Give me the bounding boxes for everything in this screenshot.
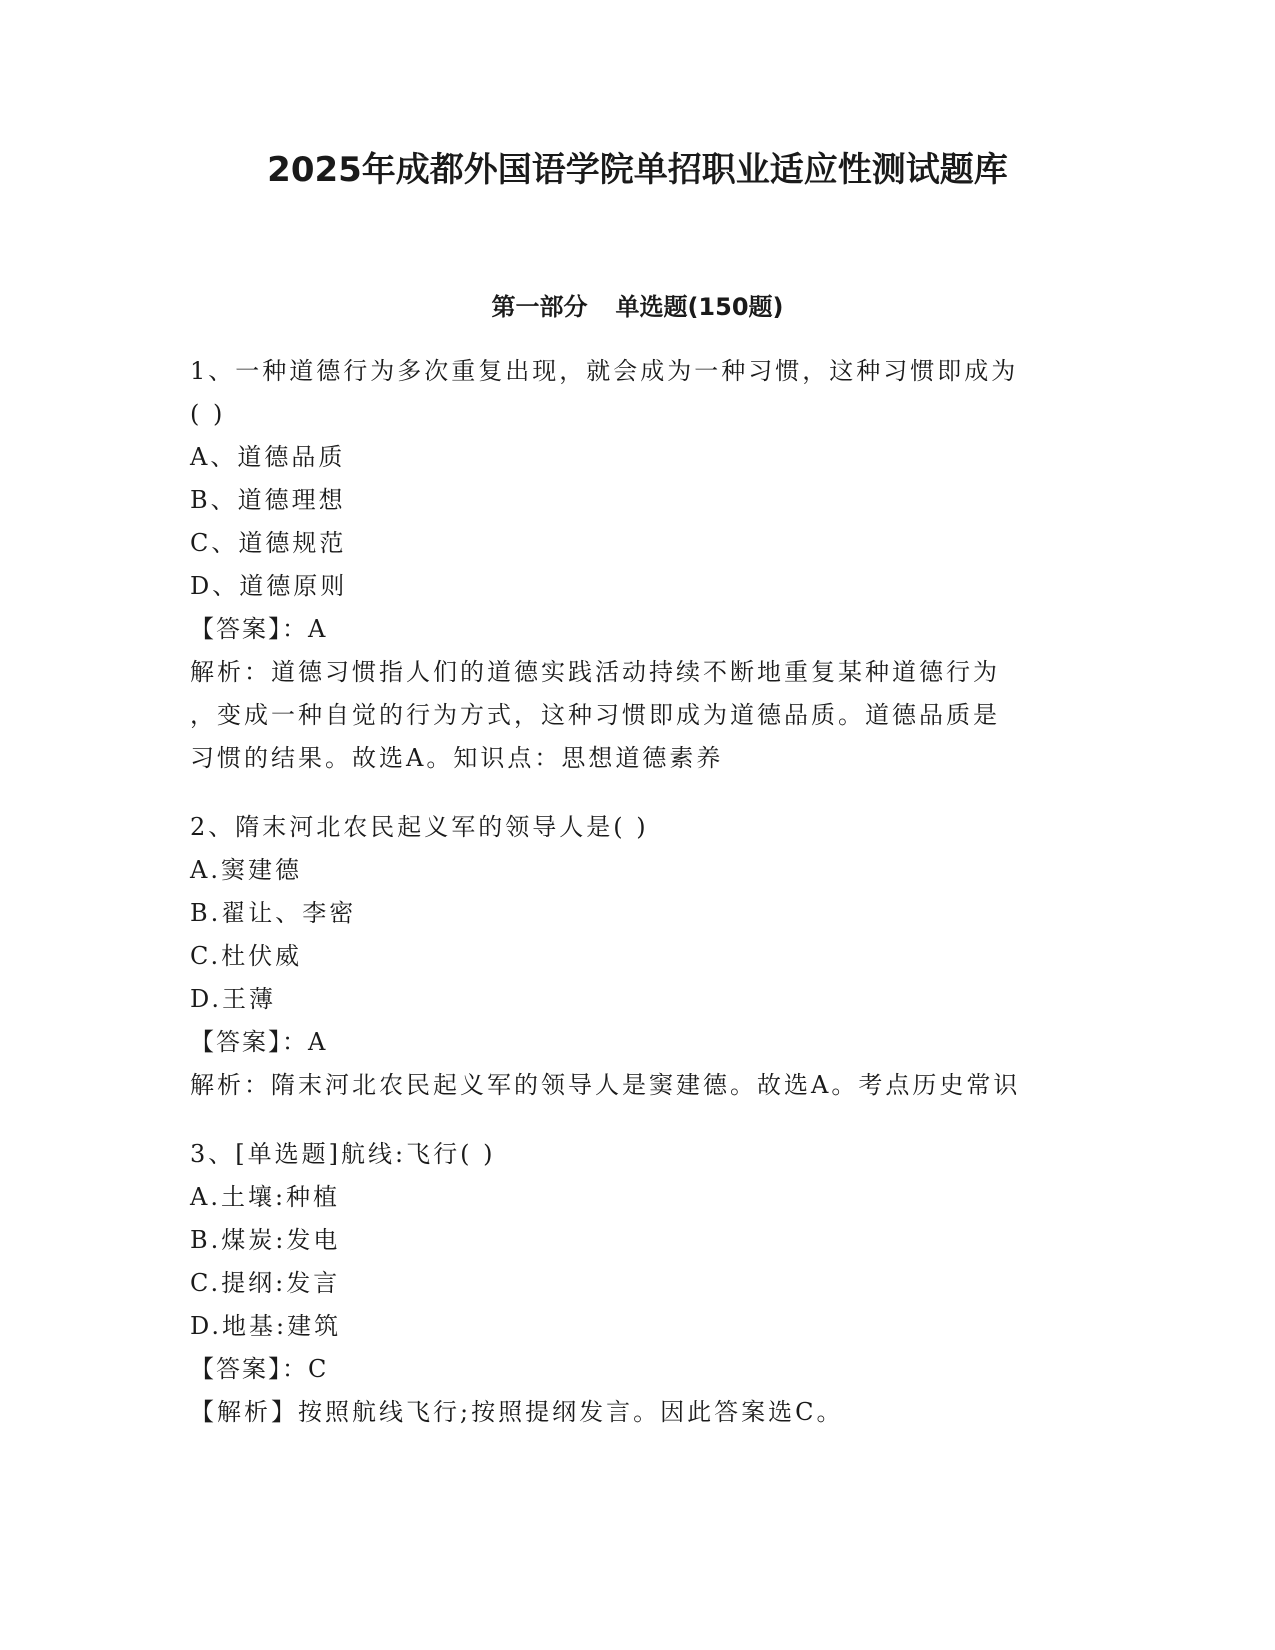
option-b: B.煤炭:发电 (190, 1226, 341, 1254)
answer-label: 【答案】： (190, 1028, 308, 1056)
question-stem: 3、[单选题]航线:飞行( ) (190, 1140, 496, 1168)
option-b: B.翟让、李密 (190, 899, 357, 927)
option-d: D.王薄 (190, 985, 277, 1013)
option-c: C.杜伏威 (190, 942, 303, 970)
question-stem-blank: ( ) (190, 400, 226, 428)
section-part: 第一部分 (491, 293, 588, 321)
section-heading (0, 292, 1275, 322)
answer-label: 【答案】： (190, 1355, 308, 1383)
answer-value: A (308, 1028, 329, 1056)
document-title: 2025年成都外国语学院单招职业适应性测试题库 (267, 150, 1008, 190)
answer-value: A (308, 615, 329, 643)
question-stem: 1、一种道德行为多次重复出现，就会成为一种习惯，这种习惯即成为 (190, 357, 1019, 385)
option-a: A.土壤:种植 (190, 1183, 341, 1211)
answer-label: 【答案】： (190, 615, 308, 643)
answer-value: C (308, 1355, 330, 1383)
analysis-line: ，变成一种自觉的行为方式，这种习惯即成为道德品质。道德品质是 (190, 701, 1000, 729)
question-1 (190, 350, 1090, 780)
analysis-line: 习惯的结果。故选A。知识点：思想道德素养 (190, 744, 724, 772)
analysis-line: 解析：隋末河北农民起义军的领导人是窦建德。故选A。考点历史常识 (190, 1071, 1021, 1099)
option-c: C、道德规范 (190, 529, 347, 557)
question-2 (190, 806, 1090, 1107)
answer-line (190, 1348, 1090, 1391)
answer-line (190, 1021, 1090, 1064)
option-d: D.地基:建筑 (190, 1312, 342, 1340)
answer-line (190, 608, 1090, 651)
option-a: A.窦建德 (190, 856, 302, 884)
question-stem: 2、隋末河北农民起义军的领导人是( ) (190, 813, 649, 841)
analysis-line: 解析：道德习惯指人们的道德实践活动持续不断地重复某种道德行为 (190, 658, 1000, 686)
option-d: D、道德原则 (190, 572, 348, 600)
option-a: A、道德品质 (190, 443, 346, 471)
option-b: B、道德理想 (190, 486, 346, 514)
option-c: C.提纲:发言 (190, 1269, 341, 1297)
section-name: 单选题(150题) (615, 293, 784, 321)
question-list (190, 350, 1090, 1460)
question-3 (190, 1133, 1090, 1434)
analysis-line: 【解析】按照航线飞行;按照提纲发言。因此答案选C。 (190, 1398, 844, 1426)
